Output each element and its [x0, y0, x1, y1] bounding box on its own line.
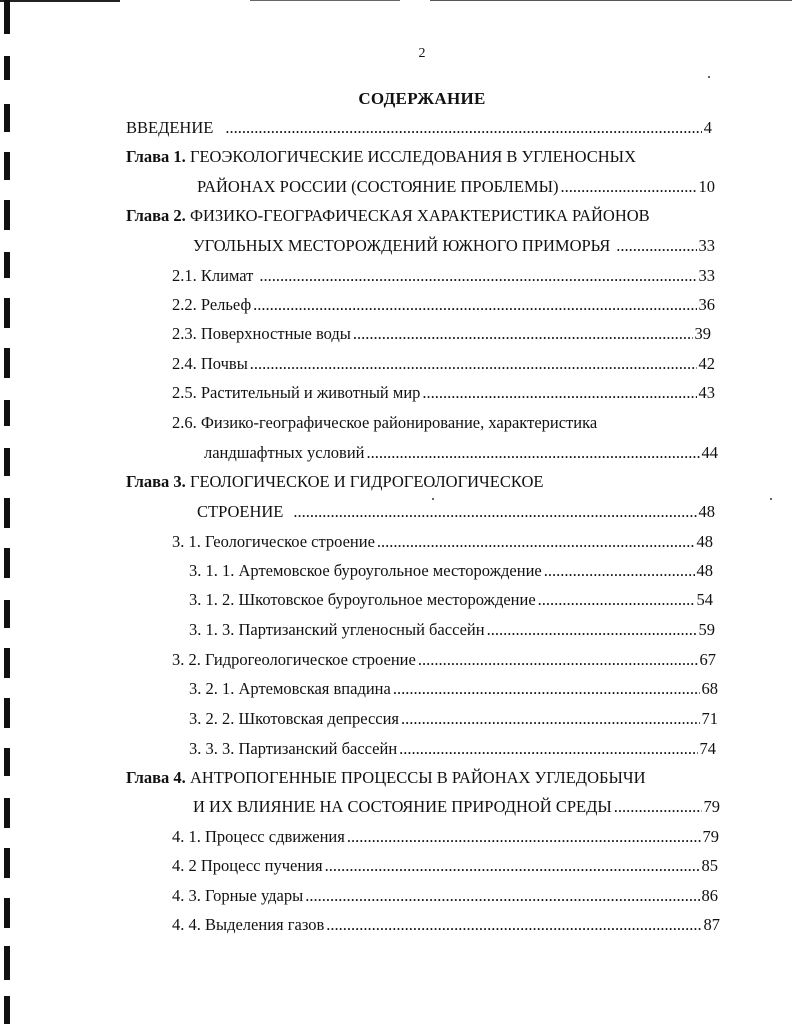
dot-leader	[367, 443, 700, 463]
dot-leader	[353, 324, 693, 344]
dot-leader	[253, 295, 696, 315]
dot-leader	[259, 266, 696, 286]
toc-page-number: 79	[702, 827, 719, 846]
dot-leader	[422, 383, 696, 403]
dot-leader	[418, 650, 698, 670]
toc-page-number: 86	[701, 886, 718, 905]
dot-leader	[225, 118, 701, 138]
dot-leader	[399, 739, 697, 759]
toc-page-number: 85	[701, 856, 718, 875]
toc-chapter-4-line2	[193, 797, 720, 821]
chapter-title-cont: СТРОЕНИЕ	[197, 502, 284, 521]
chapter-title: ГЕОЛОГИЧЕСКОЕ И ГИДРОГЕОЛОГИЧЕСКОЕ	[189, 472, 544, 491]
toc-entry-label: 3. 2. Гидрогеологическое строение	[172, 650, 416, 669]
toc-heading: СОДЕРЖАНИЕ	[358, 89, 486, 108]
toc-entry-label: 2.2. Рельеф	[172, 295, 252, 314]
toc-section-4-1	[172, 827, 719, 851]
dot-leader	[377, 532, 695, 552]
chapter-prefix: Глава 1.	[126, 147, 186, 166]
chapter-title-cont: УГОЛЬНЫХ МЕСТОРОЖДЕНИЙ ЮЖНОГО ПРИМОРЬЯ	[193, 236, 611, 255]
toc-chapter-2-line1	[126, 206, 650, 230]
toc-entry-label: 4. 1. Процесс сдвижения	[172, 827, 345, 846]
dot-leader	[561, 177, 697, 197]
toc-section-3-1-1	[189, 561, 713, 585]
toc-entry-label: 2.6. Физико-географическое районирование, характеристика	[172, 413, 598, 432]
dot-leader	[614, 797, 702, 817]
dot-leader	[393, 679, 700, 699]
toc-entry-label: ВВЕДЕНИЕ	[126, 118, 214, 137]
chapter-title: ФИЗИКО-ГЕОГРАФИЧЕСКАЯ ХАРАКТЕРИСТИКА РАЙОНОВ	[189, 206, 650, 225]
toc-page-number: 10	[698, 177, 715, 196]
toc-chapter-3-line2	[197, 502, 715, 526]
toc-section-2-6-line2	[204, 443, 718, 467]
toc-section-2-5	[172, 383, 715, 407]
toc-page-number: 4	[703, 118, 712, 137]
toc-entry-label: 3. 1. Геологическое строение	[172, 532, 375, 551]
dot-leader	[347, 827, 701, 847]
dot-leader	[305, 886, 699, 906]
toc-page-number: 33	[698, 266, 715, 285]
chapter-title-cont: И ИХ ВЛИЯНИЕ НА СОСТОЯНИЕ ПРИРОДНОЙ СРЕДЫ	[193, 797, 612, 816]
toc-section-3-3-3	[189, 739, 716, 763]
toc-page-number: 59	[698, 620, 715, 639]
toc-entry-label: 3. 2. 2. Шкотовская депрессия	[189, 709, 400, 728]
toc-section-2-1	[172, 266, 715, 290]
toc-page-number: 48	[696, 561, 713, 580]
chapter-title: ГЕОЭКОЛОГИЧЕСКИЕ ИССЛЕДОВАНИЯ В УГЛЕНОСНЫХ	[189, 147, 636, 166]
dot-leader	[616, 236, 696, 256]
toc-section-2-3	[172, 324, 711, 348]
toc-page-number: 71	[701, 709, 718, 728]
toc-page-number: 68	[701, 679, 718, 698]
toc-page-number: 48	[696, 532, 713, 551]
toc-section-4-3	[172, 886, 718, 910]
dot-leader	[487, 620, 697, 640]
toc-section-2-2	[172, 295, 715, 319]
dot-leader	[250, 354, 697, 374]
toc-entry-label: 2.1. Климат	[172, 266, 254, 285]
toc-section-3-2-2	[189, 709, 718, 733]
toc-chapter-3-line1	[126, 472, 543, 496]
dot-leader	[325, 856, 700, 876]
toc-section-3-1-2	[189, 590, 713, 614]
dot-leader	[401, 709, 699, 729]
toc-entry-label: 2.4. Почвы	[172, 354, 248, 373]
toc-page-number: 67	[699, 650, 716, 669]
toc-chapter-4-line1	[126, 768, 645, 792]
chapter-prefix: Глава 4.	[126, 768, 186, 787]
toc-section-3-1	[172, 532, 713, 556]
dot-leader	[293, 502, 696, 522]
toc-page-number: 43	[698, 383, 715, 402]
toc-entry-label: 3. 1. 2. Шкотовское буроугольное месторождение	[189, 590, 536, 609]
chapter-prefix: Глава 3.	[126, 472, 186, 491]
toc-chapter-1-line2	[197, 177, 715, 201]
toc-page-number: 44	[701, 443, 718, 462]
toc-section-3-2-1	[189, 679, 718, 703]
page-number: 2	[418, 46, 426, 61]
toc-chapter-2-line2	[193, 236, 715, 260]
toc-section-3-2	[172, 650, 716, 674]
toc-chapter-1-line1	[126, 147, 636, 171]
toc-page-number: 54	[696, 590, 713, 609]
toc-page-number: 87	[703, 915, 720, 934]
toc-section-3-1-3	[189, 620, 715, 644]
toc-entry-label: 2.3. Поверхностные воды	[172, 324, 351, 343]
toc-entry-label: 2.5. Растительный и животный мир	[172, 383, 421, 402]
toc-entry-label: 3. 2. 1. Артемовская впадина	[189, 679, 391, 698]
toc-page-number: 36	[698, 295, 715, 314]
toc-entry-label: 4. 2 Процесс пучения	[172, 856, 323, 875]
dot-leader	[538, 590, 695, 610]
toc-entry-label: 4. 3. Горные удары	[172, 886, 304, 905]
toc-entry-label: 4. 4. Выделения газов	[172, 915, 325, 934]
toc-page-number: 42	[698, 354, 715, 373]
toc-entry-label: 3. 3. 3. Партизанский бассейн	[189, 739, 398, 758]
dot-leader	[326, 915, 701, 935]
toc-section-4-4	[172, 915, 720, 939]
toc-page-number: 48	[698, 502, 715, 521]
toc-entry-label-cont: ландшафтных условий	[204, 443, 365, 462]
toc-page-number: 79	[703, 797, 720, 816]
toc-entry-label: 3. 1. 3. Партизанский угленосный бассейн	[189, 620, 485, 639]
toc-page-number: 33	[698, 236, 715, 255]
chapter-title: АНТРОПОГЕННЫЕ ПРОЦЕССЫ В РАЙОНАХ УГЛЕДОБЫЧИ	[189, 768, 646, 787]
chapter-prefix: Глава 2.	[126, 206, 186, 225]
toc-page-number: 74	[699, 739, 716, 758]
toc-section-2-4	[172, 354, 715, 378]
chapter-title-cont: РАЙОНАХ РОССИИ (СОСТОЯНИЕ ПРОБЛЕМЫ)	[197, 177, 559, 196]
toc-page-number: 39	[694, 324, 711, 343]
toc-entry-intro	[126, 118, 712, 142]
dot-leader	[544, 561, 695, 581]
toc-section-2-6-line1	[172, 413, 597, 437]
toc-section-4-2	[172, 856, 718, 880]
toc-entry-label: 3. 1. 1. Артемовское буроугольное месторождение	[189, 561, 542, 580]
